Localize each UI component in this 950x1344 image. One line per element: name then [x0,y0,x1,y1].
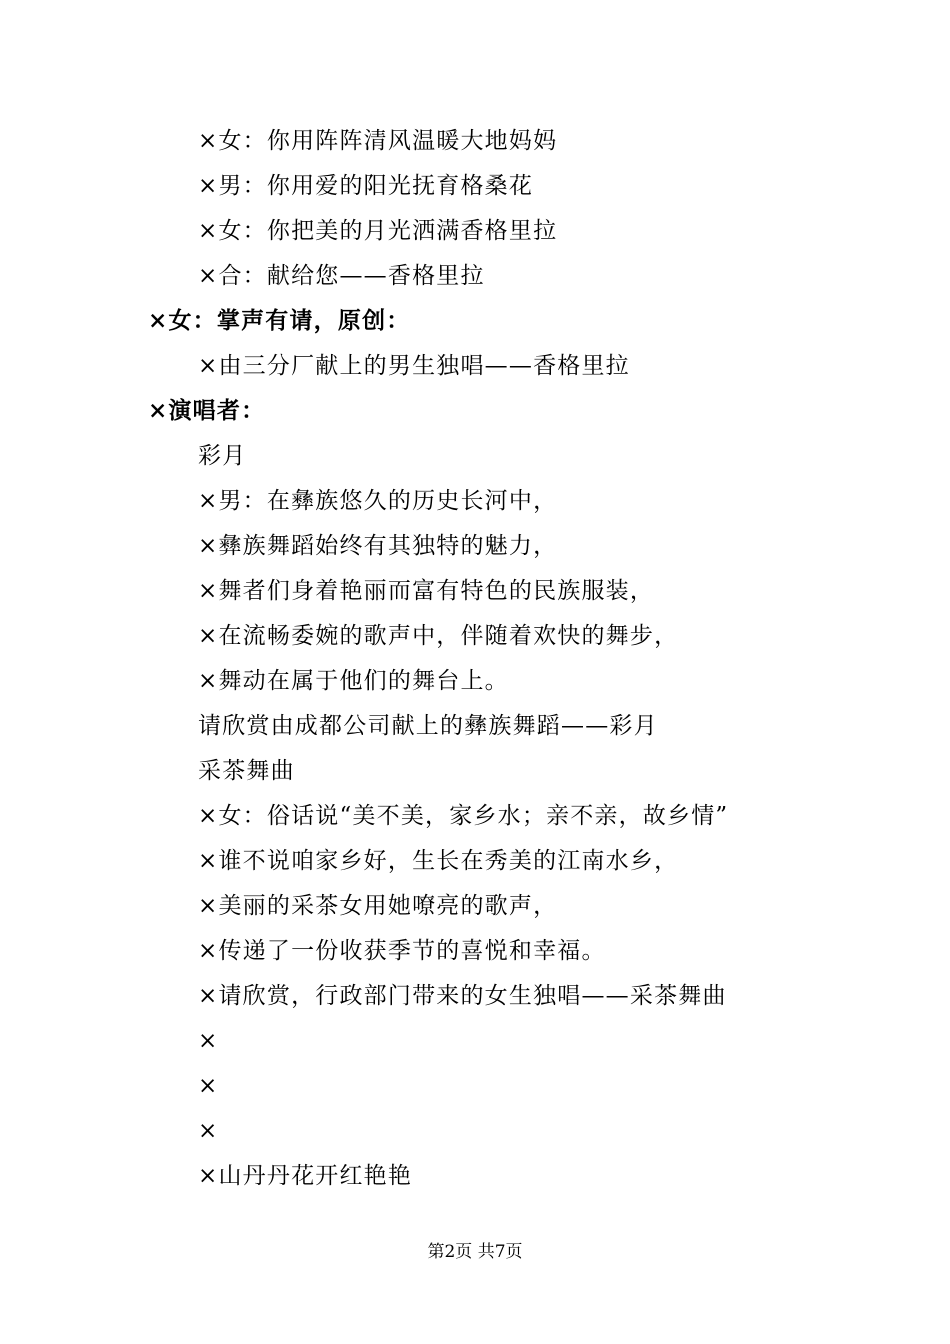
text-line: × [198,1118,219,1144]
section-title: 采茶舞曲 [198,758,295,784]
text-line: ×传递了一份收获季节的喜悦和幸福。 [198,938,606,964]
bold-heading-line: ×演唱者： [148,397,266,424]
text-line: ×男：你用爱的阳光抚育格桑花 [198,173,534,199]
text-line: × [198,1028,219,1054]
text-line: × [198,1073,219,1099]
bold-heading-line: ×女：掌声有请，原创： [148,307,411,334]
text-line: ×美丽的采茶女用她嘹亮的歌声， [198,893,558,919]
text-line: ×合：献给您——香格里拉 [198,263,485,289]
text-line: ×请欣赏，行政部门带来的女生独唱——采茶舞曲 [198,983,727,1009]
text-line: ×舞者们身着艳丽而富有特色的民族服装， [198,578,655,604]
text-line: ×男：在彝族悠久的历史长河中， [198,488,558,514]
text-line: ×女：你用阵阵清风温暖大地妈妈 [198,128,558,154]
text-line: ×由三分厂献上的男生独唱——香格里拉 [198,353,630,379]
text-line: 请欣赏由成都公司献上的彝族舞蹈——彩月 [198,713,658,739]
text-line: ×女：俗话说“美不美，家乡水；亲不亲，故乡情” [198,803,729,829]
section-title: 彩月 [198,443,247,469]
text-line: ×谁不说咱家乡好，生长在秀美的江南水乡， [198,848,679,874]
page-number-footer: 第2页 共7页 [427,1242,523,1262]
text-line: ×女：你把美的月光洒满香格里拉 [198,218,558,244]
text-line: ×舞动在属于他们的舞台上。 [198,668,509,694]
text-line: ×彝族舞蹈始终有其独特的魅力， [198,533,558,559]
text-line: ×在流畅委婉的歌声中，伴随着欢快的舞步， [198,623,679,649]
text-line: ×山丹丹花开红艳艳 [198,1163,413,1189]
